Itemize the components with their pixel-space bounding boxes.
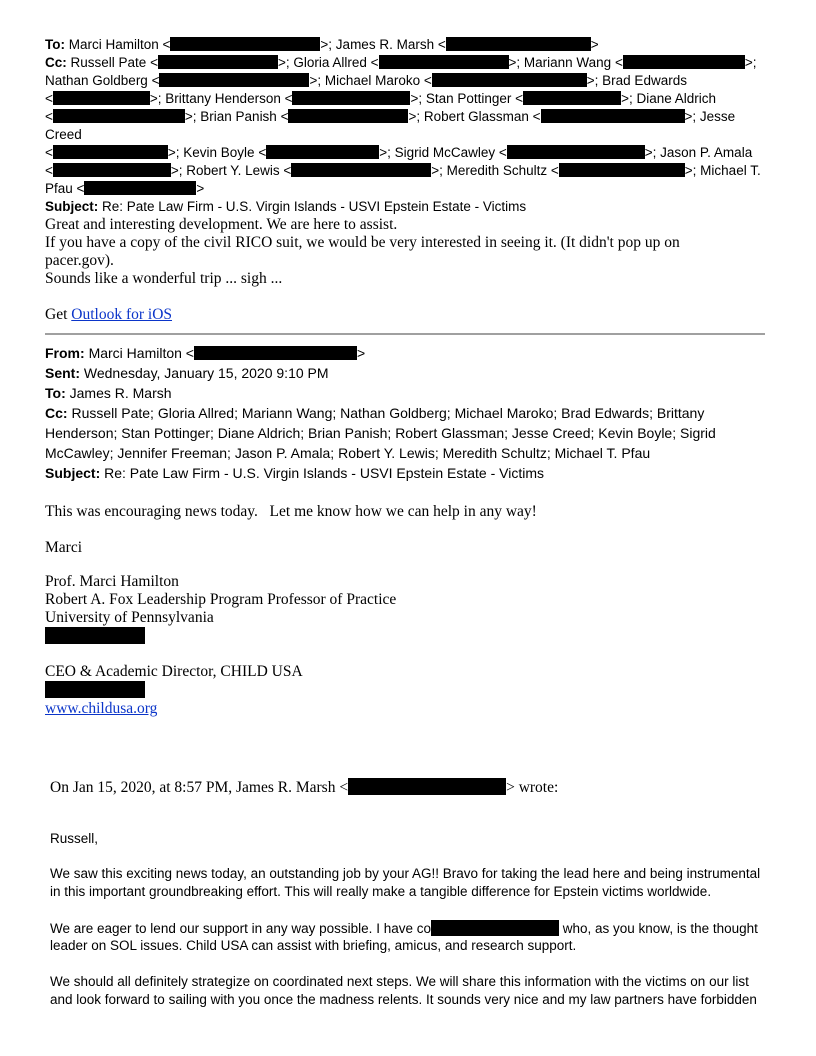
redaction xyxy=(523,91,621,105)
body-line: This was encouraging news today. Let me know how we can help in any way! xyxy=(45,503,537,520)
to-line: To: James R. Marsh xyxy=(45,385,172,401)
signature-line: University of Pennsylvania xyxy=(45,609,214,626)
cc-label: Cc: xyxy=(45,405,68,421)
body-line: We are eager to lend our support in any way possible. I have co who, as you know, is the thought xyxy=(50,921,758,936)
redaction xyxy=(159,73,309,87)
redaction xyxy=(45,681,145,698)
redaction xyxy=(158,55,278,69)
redaction xyxy=(45,627,145,644)
redaction xyxy=(432,73,587,87)
outlook-for-ios-link[interactable]: Outlook for iOS xyxy=(71,306,173,323)
body-line: Sounds like a wonderful trip ... sigh ... xyxy=(45,270,283,287)
body-line: and look forward to sailing with you once the madness relents. It sounds very nice and my law partners have forbidden xyxy=(50,992,757,1007)
message2-header: From: Marci Hamilton < > Sent: Wednesday, January 15, 2020 9:10 PM To: James R. Marsh Cc: Russell Pate; Gloria Allred; Mariann Wang; Nathan Goldberg; Michael Maroko; Brad Edwards; Brittany Henderson; Stan Pottinger; Diane Aldrich; Brian Panish; Robert Glassman; Jesse Creed; Kevin Boyle; Sigrid McCawley; Jennifer Freeman; Jason P. Amala; Robert Y. Lewis; Meredith Schultz; Michael T. Pfau Subject: Re: Pate Law Firm - U.S. Virgin Islands - USVI Epstein Estate - Victims xyxy=(45,343,773,483)
body-line: If you have a copy of the civil RICO suit, we would be very interested in seeing it. (It didn't pop up on xyxy=(45,234,680,251)
redaction xyxy=(541,109,685,123)
sent-line xyxy=(45,363,773,383)
greeting: Russell, xyxy=(50,831,99,846)
to-label: To: xyxy=(45,37,65,52)
subject-label: Subject: xyxy=(45,199,99,214)
redaction xyxy=(53,145,168,159)
sent-label: Sent: xyxy=(45,365,80,381)
redaction xyxy=(559,163,685,177)
subject-line xyxy=(45,463,773,483)
body-line: in this important groundbreaking effort. This will really make a tangible difference for Epstein victims worldwide. xyxy=(50,884,712,899)
redaction xyxy=(348,778,506,795)
redaction xyxy=(53,163,171,177)
sent-date: Wednesday, January 15, 2020 9:10 PM xyxy=(83,365,329,381)
outlook-line: Get Outlook for iOS xyxy=(45,306,173,323)
redaction xyxy=(446,37,591,51)
cc-line: Cc: Russell Pate; Gloria Allred; Mariann Wang; Nathan Goldberg; Michael Maroko; Brad Edwards; Brittany xyxy=(45,405,705,421)
redaction xyxy=(288,109,408,123)
redaction xyxy=(431,920,559,936)
subject-line xyxy=(45,198,773,216)
redaction xyxy=(170,37,320,51)
body-line: leader on SOL issues. Child USA can assist with briefing, amicus, and research support. xyxy=(50,938,577,953)
redaction xyxy=(194,346,357,360)
redaction xyxy=(53,91,150,105)
redaction xyxy=(266,145,379,159)
redaction xyxy=(53,109,185,123)
signature-line: CEO & Academic Director, CHILD USA xyxy=(45,663,303,680)
redaction xyxy=(623,55,745,69)
childusa-link[interactable]: www.childusa.org xyxy=(45,700,158,717)
subject-text: Re: Pate Law Firm - U.S. Virgin Islands - USVI Epstein Estate - Victims xyxy=(104,465,544,481)
signature-line: Prof. Marci Hamilton xyxy=(45,573,179,590)
cc-label: Cc: xyxy=(45,55,67,70)
body-line: We should all definitely strategize on coordinated next steps. We will share this information with the victims on our list xyxy=(50,974,749,989)
cc-line: Cc: Russell Pate < >; Gloria Allred < >; Mariann Wang < >; xyxy=(45,55,757,70)
to-line: To: Marci Hamilton < >; James R. Marsh < > xyxy=(45,37,599,52)
body-line: pacer.gov). xyxy=(45,252,114,269)
body-line: We saw this exciting news today, an outstanding job by your AG!! Bravo for taking the lead here and being instrumental xyxy=(50,866,761,881)
message1-header: To: Marci Hamilton < >; James R. Marsh < > Cc: Russell Pate < >; Gloria Allred < >; Mariann Wang < >; Nathan Goldberg < >; Michael Maroko < >; Brad Edwards < >; Brittany Henderson < >; Stan Pottinger < >; Diane Aldrich < >; Brian Panish < >; Robert Glassman < >; Jesse Creed < >; Kevin Boyle < >; Sigrid McCawley < >; Jason P. Amala < >; Robert Y. Lewis < >; Meredith Schultz < >; Michael T. Pfau < > Subject: Re: Pate Law Firm - U.S. Virgin Islands - USVI Epstein Estate - Victims xyxy=(45,36,773,216)
from-label: From: xyxy=(45,345,85,361)
to-label: To: xyxy=(45,385,66,401)
quote-intro: On Jan 15, 2020, at 8:57 PM, James R. Marsh < > wrote: xyxy=(50,779,559,796)
redaction xyxy=(84,181,196,195)
redaction xyxy=(292,91,410,105)
redaction xyxy=(379,55,509,69)
redaction xyxy=(507,145,645,159)
redaction xyxy=(291,163,431,177)
body-line: Great and interesting development. We are here to assist. xyxy=(45,216,398,233)
subject-text: Re: Pate Law Firm - U.S. Virgin Islands - USVI Epstein Estate - Victims xyxy=(102,199,527,214)
subject-label: Subject: xyxy=(45,465,101,481)
message-divider xyxy=(45,333,765,335)
from-line: From: Marci Hamilton < > xyxy=(45,345,366,361)
signature-line: Robert A. Fox Leadership Program Professor of Practice xyxy=(45,591,397,608)
signature-name: Marci xyxy=(45,539,83,556)
